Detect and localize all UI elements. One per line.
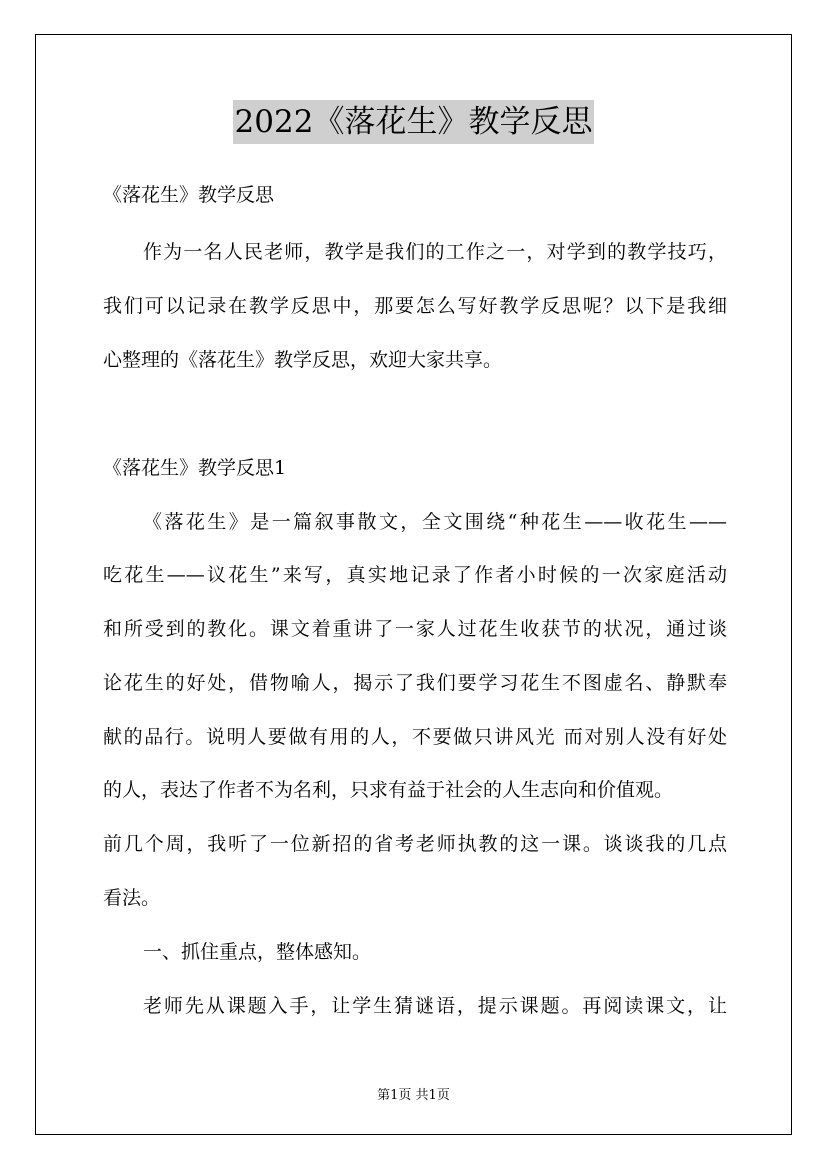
paragraph-line: 看法。 (103, 887, 161, 909)
paragraph-line: 的人，表达了作者不为名利，只求有益于社会的人生志向和价值观。 (103, 779, 674, 801)
paragraph-line: 我们可以记录在教学反思中，那要怎么写好教学反思呢？以下是我细 (103, 295, 727, 317)
paragraph-line: 论花生的好处，借物喻人，揭示了我们要学习花生不图虚名、静默奉 (103, 672, 727, 694)
paragraph-line: 《落花生》是一篇叙事散文，全文围绕“种花生——收花生—— (143, 511, 727, 533)
paragraph-line: 和所受到的教化。课文着重讲了一家人过花生收获节的状况，通过谈 (103, 618, 727, 640)
paragraph-line: 前几个周，我听了一位新招的省考老师执教的这一课。谈谈我的几点 (103, 833, 727, 855)
document-title-wrap (0, 100, 827, 144)
paragraph-line: 作为一名人民老师，教学是我们的工作之一，对学到的教学技巧， (143, 241, 727, 263)
paragraph-line: 吃花生——议花生”来写，真实地记录了作者小时候的一次家庭活动 (103, 564, 727, 586)
subheading: 一、抓住重点，整体感知。 (143, 941, 372, 963)
section-heading: 《落花生》教学反思1 (103, 457, 287, 479)
page-footer: 第1页 共1页 (377, 1088, 450, 1103)
paragraph-line: 献的品行。说明人要做有用的人，不要做只讲风光 而对别人没有好处 (103, 726, 727, 748)
section-heading: 《落花生》教学反思 (103, 184, 275, 206)
paragraph-line: 老师先从课题入手，让学生猜谜语，提示课题。再阅读课文，让 (143, 995, 727, 1017)
paragraph-line: 心整理的《落花生》教学反思，欢迎大家共享。 (103, 349, 503, 371)
document-title: 2022《落花生》教学反思 (233, 100, 595, 144)
